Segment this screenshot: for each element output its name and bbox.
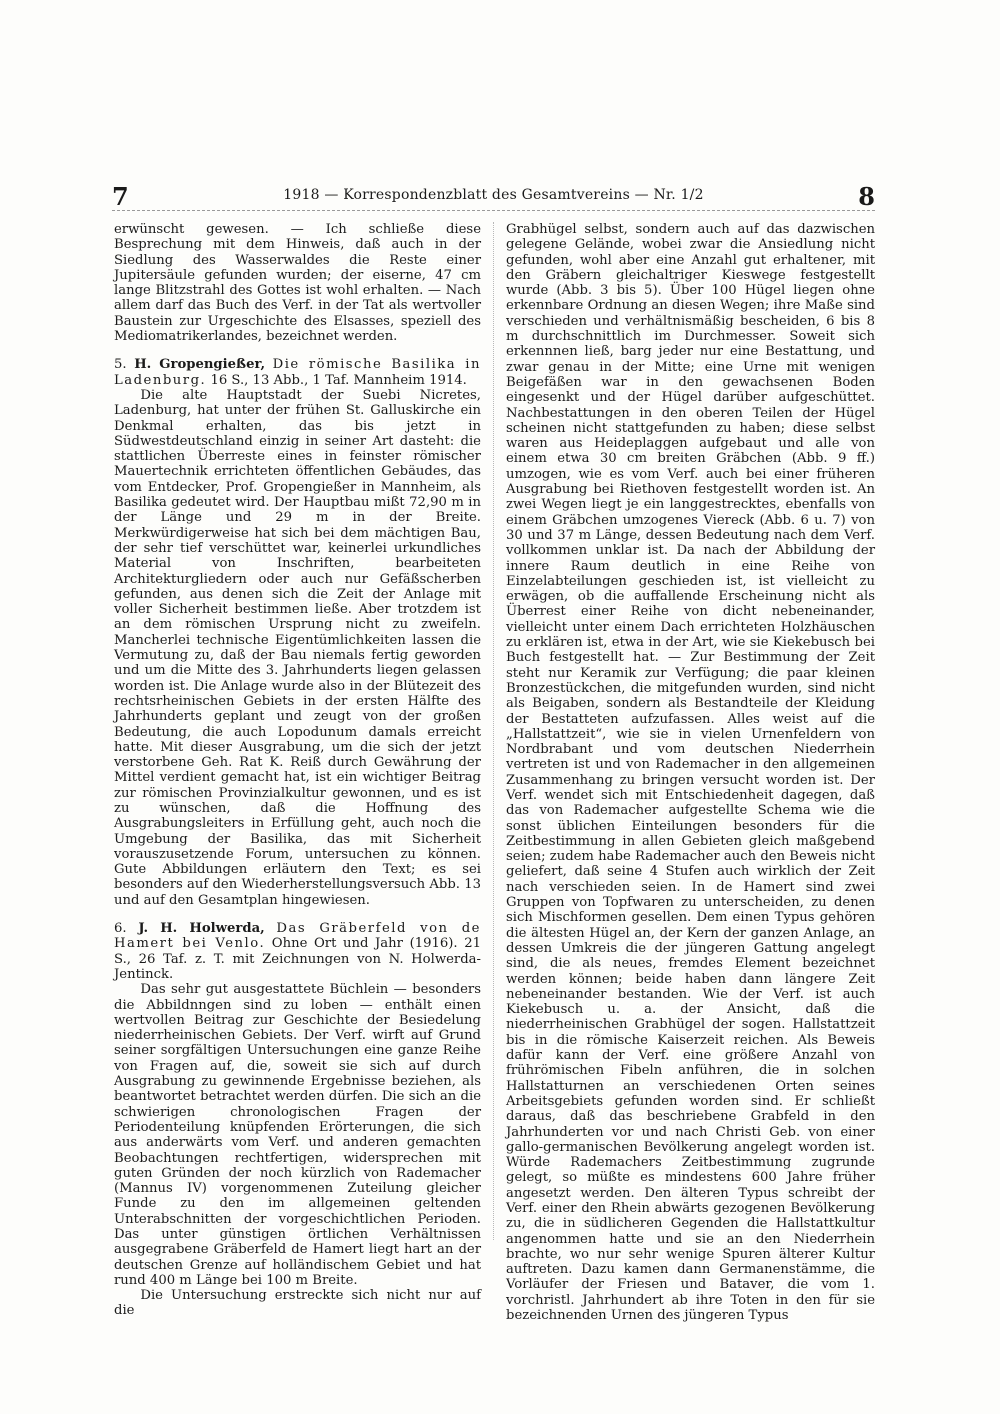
entry-5-details: 16 S., 13 Abb., 1 Taf. Mannheim 1914. bbox=[210, 372, 467, 388]
entry-6-number: 6. bbox=[114, 921, 127, 937]
left-paragraph-4: Die Untersuchung erstreckte sich nicht nur auf die bbox=[114, 1288, 481, 1319]
running-title: 1918 — Korrespondenzblatt des Gesamtvereins — Nr. 1/2 bbox=[283, 187, 704, 203]
right-column bbox=[506, 222, 875, 1323]
entry-6-details: Ohne Ort und Jahr (1916). 21 S., 26 Taf. z. T. mit Zeichnungen von N. Holwerda-Jentinck. bbox=[114, 936, 481, 982]
column-divider bbox=[493, 222, 494, 1240]
page-number-left: 7 bbox=[112, 182, 129, 211]
bibliography-entry-5 bbox=[114, 357, 481, 388]
bibliography-entry-6 bbox=[114, 921, 481, 982]
running-header bbox=[112, 182, 875, 211]
page-number-right: 8 bbox=[858, 182, 875, 211]
left-paragraph-2: Die alte Hauptstadt der Suebi Nicretes, Ladenburg, hat unter der frühen St. Galluskirche ein Denkmal erhalten, das bis jetzt in Südwestdeutschland einzig in seiner Art dasteht: die stattlichen Überreste eines in feinster römischer Mauertechnik errichteten öffentlichen Gebäudes, das vom Entdecker, Prof. Gropengießer in Mannheim, als Basilika gedeutet wird. Der Hauptbau mißt 72,90 m in der Länge und 29 m in der Breite. Merkwürdigerweise hat sich bei dem mächtigen Bau, der sehr tief verschüttet war, keinerlei urkundliches Material von Inschriften, bearbeiteten Architekturgliedern oder auch nur Gefäßscherben gefunden, aus denen sich die Zeit der Anlage mit voller Sicherheit bestimmen ließe. Aber trotzdem ist an dem römischen Ursprung nicht zu zweifeln. Mancherlei technische Eigentümlichkeiten lassen die Vermutung zu, daß der Bau niemals fertig geworden und um die Mitte des 3. Jahrhunderts liegen gelassen worden ist. Die Anlage wurde also in der Blütezeit des rechtsrheinischen Gebiets in der ersten Hälfte des Jahrhunderts geplant und zeugt von der großen Bedeutung, die auch Lopodunum damals erreicht hatte. Mit dieser Ausgrabung, um die sich der jetzt verstorbene Geh. Rat K. Reiß durch Gewährung der Mittel verdient gemacht hat, ist ein wichtiger Beitrag zur römischen Provinzialkultur gewonnen, und es ist zu wünschen, daß die Hoffnung des Ausgrabungsleiters in Erfüllung geht, auch noch die Umgebung der Basilika, das mit Sicherheit vorauszusetzende Forum, untersuchen zu können. Gute Abbildungen erläutern den Text; es sei besonders auf den Wiederherstellungsversuch Abb. 13 und auf den Gesamtplan hingewiesen. bbox=[114, 387, 481, 908]
header-rule bbox=[112, 210, 875, 211]
left-paragraph-3: Das sehr gut ausgestattete Büchlein — besonders die Abbildnngen sind zu loben — enthält einen wertvollen Beitrag zur Geschichte der Besiedelung niederrheinischen Gebiets. Der Verf. wirft auf Grund seiner sorgfältigen Untersuchungen eine ganze Reihe von Fragen auf, die, soweit sie sich auf durch Ausgrabung zu gewinnende Ergebnisse beziehen, als beantwortet betrachtet werden dürfen. Die sich an die schwierigen chronologischen Fragen der Periodenteilung knüpfenden Erörterungen, die sich aus anderwärts vom Verf. und anderen gemachten Beobachtungen rechtfertigen, widersprechen mit guten Gründen der noch kürzlich von Rademacher (Mannus IV) vorgenommenen Zuteilung gleicher Funde zu den im allgemeinen geltenden Unterabschnitten der vorgeschichtlichen Perioden. Das unter günstigen örtlichen Verhältnissen ausgegrabene Gräberfeld de Hamert liegt hart an der deutschen Grenze auf holländischem Gebiet und hat rund 400 m Länge bei 100 m Breite. bbox=[114, 982, 481, 1288]
right-paragraph-1: Grabhügel selbst, sondern auch auf das dazwischen gelegene Gelände, wobei zwar die Ansiedlung nicht gefunden, wohl aber eine Anzahl gut erhaltener, mit den Gräbern gleichaltriger Kieswege festgestellt wurde (Abb. 3 bis 5). Über 100 Hügel liegen ohne erkennbare Ordnung an diesen Wegen; ihre Maße sind verschieden und verhältnismäßig bescheiden, 6 bis 8 m durchschnittlich im Durchmesser. Soweit sich erkennnen ließ, barg jeder nur eine Bestattung, und zwar genau in der Mitte; eine Urne mit wenigen Beigefäßen war in den gewachsenen Boden eingesenkt und der Hügel darüber aufgeschüttet. Nachbestattungen in den oberen Teilen der Hügel scheinen nicht stattgefunden zu haben; diese selbst waren aus Heideplaggen aufgebaut und alle von einem etwa 30 cm breiten Gräbchen (Abb. 9 ff.) umzogen, wie es vom Verf. auch bei einer früheren Ausgrabung bei Riethoven festgestellt worden ist. An zwei Wegen liegt je ein langgestrecktes, ebenfalls von einem Gräbchen umzogenes Viereck (Abb. 6 u. 7) von 30 und 37 m Länge, dessen Bedeutung nach dem Verf. vollkommen unklar ist. Da nach der Abbildung der innere Raum deutlich in eine Reihe von Einzelabteilungen geschieden ist, ist vielleicht zu erwägen, ob die auffallende Erscheinung nicht als Überrest einer Reihe von dicht nebeneinander, vielleicht unter einem Dach errichteten Holzhäuschen zu erklären ist, etwa in der Art, wie sie Kiekebusch bei Buch festgestellt hat. — Zur Bestimmung der Zeit steht nur Keramik zur Verfügung; die paar kleinen Bronzestückchen, die mitgefunden wurden, sind nicht als Beigaben, sondern als Bestandteile der Kleidung der Bestatteten aufzufassen. Alles weist auf die „Hallstattzeit“, wie sie in vielen Urnenfeldern von Nordbrabant und vom deutschen Niederrhein vertreten ist und von Rademacher in den allgemeinen Zusammenhang zu bringen versucht worden ist. Der Verf. wendet sich mit Entschiedenheit dagegen, daß das von Rademacher aufgestellte Schema wie die sonst üblichen Einteilungen besonders für die Zeitbestimmung in allen Gebieten gleich maßgebend seien; zudem habe Rademacher auch den Beweis nicht geliefert, daß seine 4 Stufen auch wirklich der Zeit nach verschieden seien. In de Hamert sind zwei Gruppen von Topfwaren zu unterscheiden, zu denen sich Mischformen gesellen. Dem einen Typus gehören die ältesten Hügel an, der Kern der ganzen Anlage, an dessen Umkreis die der jüngeren Gattung angelegt sind, die als neues, fremdes Element bezeichnet werden können; beide haben dann längere Zeit nebeneinander bestanden. Wie der Verf. ist auch Kiekebusch u. a. der Ansicht, daß die niederrheinischen Grabhügel der sogen. Hallstattzeit bis in die römische Kaiserzeit reichen. Als Beweis dafür kann der Verf. eine größere Anzahl von frührömischen Fibeln anführen, die in solchen Hallstatturnen an verschiedenen Orten seines Arbeitsgebiets gefunden worden sind. Er schließt daraus, daß das beschriebene Grabfeld in den Jahrhunderten vor und nach Christi Geb. von einer gallo-germanischen Bevölkerung angelegt worden ist. Würde Rademachers Zeitbestimmung zugrunde gelegt, so müßte es mindestens 600 Jahre früher angesetzt werden. Den älteren Typus schreibt der Verf. einer den Rhein abwärts gezogenen Bevölkerung zu, die in südlicheren Gegenden die Hallstattkultur angenommen hatte und sie an den Niederrhein brachte, wo nur sehr wenige Spuren älterer Kultur auftreten. Dazu kamen dann Germanenstämme, die Vorläufer der Friesen und Bataver, die vom 1. vorchristl. Jahrhundert ab ihre Toten in den für sie bezeichnenden Urnen des jüngeren Typus bbox=[506, 222, 875, 1324]
entry-5-title: Die römische Basilika in Ladenburg. bbox=[114, 357, 481, 388]
entry-6-title: Das Gräberfeld von de Hamert bei Venlo. bbox=[114, 921, 481, 952]
entry-5-author: H. Gropengießer, bbox=[134, 357, 266, 373]
entry-5-number: 5. bbox=[114, 357, 127, 373]
left-column bbox=[114, 222, 481, 1319]
left-paragraph-1: erwünscht gewesen. — Ich schließe diese Besprechung mit dem Hinweis, daß auch in der Siedlung des Wasserwaldes die Reste einer Jupitersäule gefunden wurden; der eiserne, 47 cm lange Blitzstrahl des Gottes ist wohl erhalten. — Nach allem darf das Buch des Verf. in der Tat als wertvoller Baustein zur Urgeschichte des Elsasses, speziell des Mediomatrikerlandes, bezeichnet werden. bbox=[114, 222, 481, 345]
entry-6-author: J. H. Holwerda, bbox=[138, 921, 265, 937]
